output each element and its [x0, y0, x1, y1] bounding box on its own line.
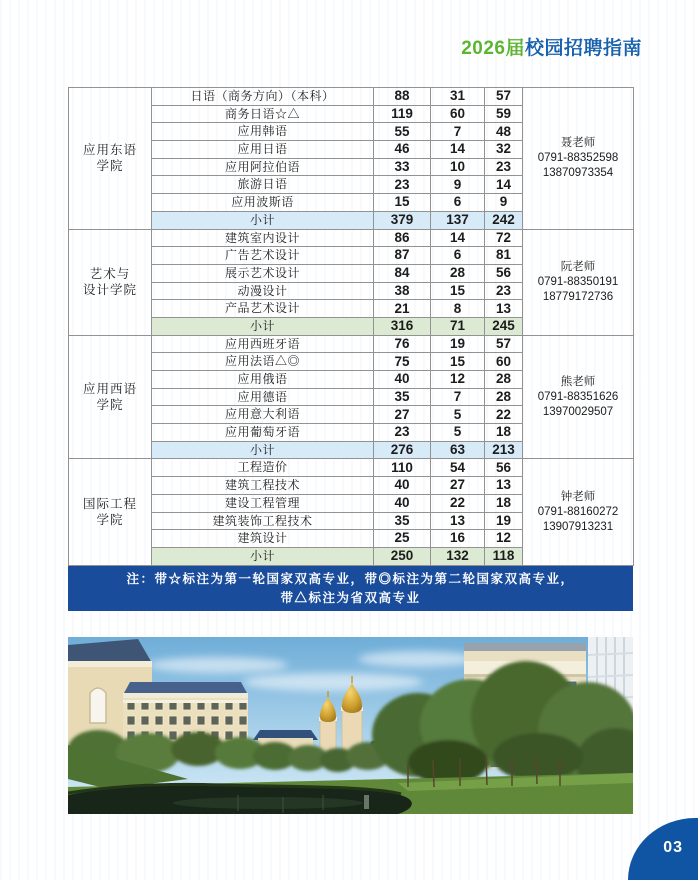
count-value: 14 — [431, 141, 485, 159]
subtotal-value: 132 — [431, 547, 485, 565]
count-value: 60 — [431, 105, 485, 123]
count-value: 15 — [374, 194, 431, 212]
campus-photo — [68, 637, 633, 814]
count-value: 55 — [374, 123, 431, 141]
count-value: 57 — [485, 335, 523, 353]
footnote-bar — [68, 566, 633, 611]
count-value: 48 — [485, 123, 523, 141]
table-row — [69, 88, 634, 106]
count-value: 60 — [485, 353, 523, 371]
count-value: 110 — [374, 459, 431, 477]
count-value: 40 — [374, 494, 431, 512]
count-value: 6 — [431, 247, 485, 265]
contact-name: 熊老师 — [560, 375, 596, 388]
contact-phone2: 13907913231 — [542, 520, 614, 533]
major-name: 广告艺术设计 — [152, 247, 374, 265]
major-name: 建筑工程技术 — [152, 477, 374, 495]
count-value: 18 — [485, 494, 523, 512]
count-value: 9 — [431, 176, 485, 194]
major-name: 建筑设计 — [152, 530, 374, 548]
count-value: 56 — [485, 264, 523, 282]
count-value: 5 — [431, 424, 485, 442]
major-name: 商务日语☆△ — [152, 105, 374, 123]
table-row — [69, 459, 634, 477]
count-value: 13 — [485, 300, 523, 318]
count-value: 87 — [374, 247, 431, 265]
major-name: 动漫设计 — [152, 282, 374, 300]
count-value: 28 — [431, 264, 485, 282]
college-name — [69, 229, 152, 335]
subtotal-label: 小计 — [152, 441, 374, 459]
major-name: 建筑室内设计 — [152, 229, 374, 247]
count-value: 38 — [374, 282, 431, 300]
count-value: 32 — [485, 141, 523, 159]
header-logo — [461, 33, 642, 60]
footnote-line-2: 带△标注为省双高专业 — [280, 590, 421, 605]
subtotal-value: 379 — [374, 211, 431, 229]
count-value: 33 — [374, 158, 431, 176]
count-value: 75 — [374, 353, 431, 371]
major-name: 工程造价 — [152, 459, 374, 477]
count-value: 7 — [431, 388, 485, 406]
major-name: 建设工程管理 — [152, 494, 374, 512]
count-value: 19 — [485, 512, 523, 530]
college-name-line: 学院 — [96, 513, 124, 527]
count-value: 12 — [431, 371, 485, 389]
subtotal-label: 小计 — [152, 317, 374, 335]
count-value: 14 — [485, 176, 523, 194]
major-name: 应用阿拉伯语 — [152, 158, 374, 176]
count-value: 86 — [374, 229, 431, 247]
college-name-line: 艺术与 — [89, 267, 131, 282]
count-value: 13 — [431, 512, 485, 530]
contact-phone1: 0791-88351626 — [537, 390, 619, 403]
count-value: 14 — [431, 229, 485, 247]
major-name: 旅游日语 — [152, 176, 374, 194]
contact-name: 钟老师 — [560, 490, 596, 503]
count-value: 81 — [485, 247, 523, 265]
count-value: 76 — [374, 335, 431, 353]
count-value: 23 — [485, 282, 523, 300]
count-value: 27 — [431, 477, 485, 495]
major-name: 应用德语 — [152, 388, 374, 406]
count-value: 88 — [374, 88, 431, 106]
count-value: 15 — [431, 282, 485, 300]
contact-phone2: 13970029507 — [542, 405, 614, 418]
count-value: 35 — [374, 388, 431, 406]
college-name-line: 应用东语 — [82, 143, 137, 158]
major-name: 展示艺术设计 — [152, 264, 374, 282]
subtotal-value: 63 — [431, 441, 485, 459]
recruitment-table — [68, 87, 634, 566]
contact-info — [523, 88, 634, 230]
major-name: 日语（商务方向）（本科） — [152, 88, 374, 106]
major-name: 应用韩语 — [152, 123, 374, 141]
subtotal-label: 小计 — [152, 211, 374, 229]
college-name — [69, 88, 152, 230]
major-name: 应用法语△◎ — [152, 353, 374, 371]
subtotal-value: 118 — [485, 547, 523, 565]
college-name-line: 学院 — [96, 398, 124, 413]
table-row — [69, 229, 634, 247]
count-value: 56 — [485, 459, 523, 477]
table-row — [69, 335, 634, 353]
count-value: 54 — [431, 459, 485, 477]
logo-year-text: 2026届 — [461, 38, 525, 59]
count-value: 28 — [485, 371, 523, 389]
major-name: 产品艺术设计 — [152, 300, 374, 318]
count-value: 23 — [374, 424, 431, 442]
count-value: 119 — [374, 105, 431, 123]
contact-info — [523, 459, 634, 565]
college-name-line: 设计学院 — [82, 283, 137, 298]
count-value: 22 — [485, 406, 523, 424]
subtotal-value: 316 — [374, 317, 431, 335]
major-name: 应用日语 — [152, 141, 374, 159]
subtotal-value: 250 — [374, 547, 431, 565]
college-name-line: 国际工程 — [82, 497, 137, 511]
contact-phone1: 0791-88352598 — [537, 151, 619, 164]
subtotal-value: 242 — [485, 211, 523, 229]
contact-phone2: 18779172736 — [542, 290, 614, 303]
major-name: 应用葡萄牙语 — [152, 424, 374, 442]
count-value: 25 — [374, 530, 431, 548]
count-value: 35 — [374, 512, 431, 530]
count-value: 40 — [374, 477, 431, 495]
count-value: 40 — [374, 371, 431, 389]
count-value: 23 — [374, 176, 431, 194]
count-value: 9 — [485, 194, 523, 212]
contact-phone1: 0791-88160272 — [537, 505, 619, 518]
count-value: 59 — [485, 105, 523, 123]
contact-name: 阮老师 — [560, 260, 596, 273]
count-value: 5 — [431, 406, 485, 424]
page-number-badge — [628, 818, 698, 880]
footnote-line-1: 注：带☆标注为第一轮国家双高专业，带◎标注为第二轮国家双高专业， — [126, 571, 575, 586]
subtotal-value: 71 — [431, 317, 485, 335]
count-value: 46 — [374, 141, 431, 159]
major-name: 建筑装饰工程技术 — [152, 512, 374, 530]
count-value: 6 — [431, 194, 485, 212]
count-value: 7 — [431, 123, 485, 141]
major-name: 应用俄语 — [152, 371, 374, 389]
college-name — [69, 335, 152, 459]
major-name: 应用意大利语 — [152, 406, 374, 424]
count-value: 16 — [431, 530, 485, 548]
college-name-line: 应用西语 — [82, 382, 137, 397]
count-value: 12 — [485, 530, 523, 548]
subtotal-value: 213 — [485, 441, 523, 459]
count-value: 8 — [431, 300, 485, 318]
subtotal-value: 276 — [374, 441, 431, 459]
count-value: 57 — [485, 88, 523, 106]
college-name-line: 学院 — [96, 159, 124, 174]
count-value: 21 — [374, 300, 431, 318]
contact-info — [523, 229, 634, 335]
logo-title-text: 校园招聘指南 — [524, 38, 642, 59]
subtotal-label: 小计 — [152, 547, 374, 565]
count-value: 28 — [485, 388, 523, 406]
major-name: 应用波斯语 — [152, 194, 374, 212]
contact-phone1: 0791-88350191 — [537, 275, 619, 288]
count-value: 31 — [431, 88, 485, 106]
count-value: 84 — [374, 264, 431, 282]
count-value: 18 — [485, 424, 523, 442]
count-value: 13 — [485, 477, 523, 495]
page-number: 03 — [663, 839, 683, 856]
contact-phone2: 13870973354 — [542, 166, 614, 179]
count-value: 15 — [431, 353, 485, 371]
count-value: 27 — [374, 406, 431, 424]
count-value: 72 — [485, 229, 523, 247]
college-name — [69, 459, 152, 565]
contact-name: 聂老师 — [560, 136, 596, 149]
count-value: 23 — [485, 158, 523, 176]
photo-pond — [68, 784, 412, 814]
count-value: 22 — [431, 494, 485, 512]
count-value: 19 — [431, 335, 485, 353]
subtotal-value: 137 — [431, 211, 485, 229]
contact-info — [523, 335, 634, 459]
subtotal-value: 245 — [485, 317, 523, 335]
count-value: 10 — [431, 158, 485, 176]
major-name: 应用西班牙语 — [152, 335, 374, 353]
